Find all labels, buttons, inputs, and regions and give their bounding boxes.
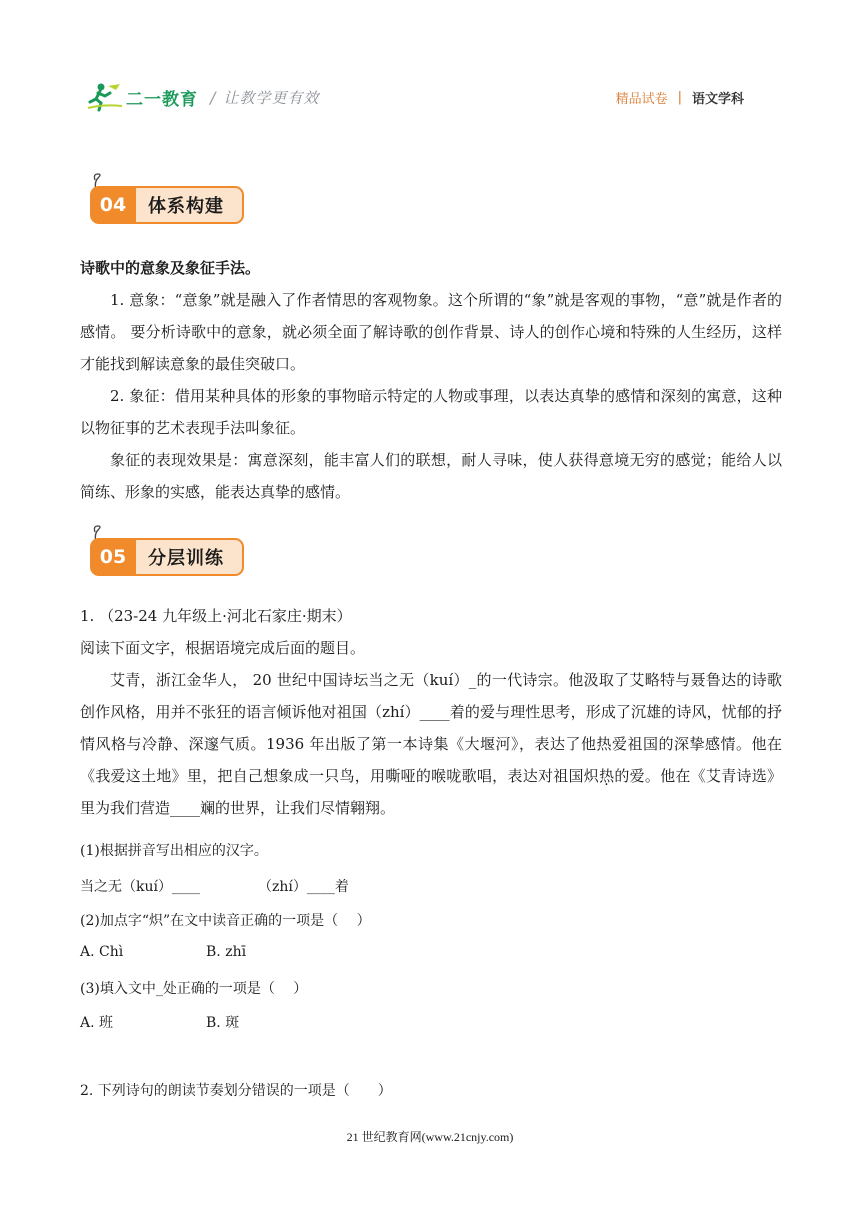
sub2-option-a: A. Chì xyxy=(80,944,124,960)
passage-text-continued: 热的爱。他在《艾青诗选》里为我们营造____斓的世界，让我们尽情翱翔。 xyxy=(80,767,782,817)
theory-paragraph-2: 2. 象征：借用某种具体的形象的事物暗示特定的人物或事理，以表达真挚的感情和深刻的寓意，这种以物征事的艺术表现手法叫象征。 xyxy=(80,387,782,437)
brand-name: 二一教育 xyxy=(126,89,198,110)
question-source: 1. （23-24 九年级上·河北石家庄·期末） xyxy=(80,607,352,625)
sub-question-1: (1)根据拼音写出相应的汉字。 xyxy=(80,843,268,859)
theory-heading: 诗歌中的意象及象征手法。 xyxy=(80,259,261,277)
tag-premium: 精品试卷 xyxy=(615,92,668,107)
question-2: 2. 下列诗句的朗读节奏划分错误的一项是（ ） xyxy=(80,1083,392,1099)
header-tags xyxy=(616,88,744,107)
theory-paragraph-3: 象征的表现效果是：寓意深刻，能丰富人们的联想，耐人寻味，使人获得意境无穷的感觉；能给人以简练、形象的实感，能表达真挚的感情。 xyxy=(80,451,782,501)
section-header-05 xyxy=(86,524,256,584)
sub2-option-b: B. zhī xyxy=(206,944,247,960)
section-title: 分层训练 xyxy=(136,538,244,576)
brand-logo xyxy=(86,82,319,112)
page-header xyxy=(86,78,744,118)
sub3-option-a: A. 班 xyxy=(80,1015,114,1031)
theory-block xyxy=(80,252,782,508)
section-header-04 xyxy=(86,172,256,232)
sub-question-2: (2)加点字“炽”在文中读音正确的一项是（ ） xyxy=(80,913,371,929)
question-passage xyxy=(80,664,782,824)
divider-slash: / xyxy=(210,87,216,107)
passage-text: 艾青，浙江金华人， 20 世纪中国诗坛当之无（kuí）_的一代诗宗。他汲取了艾略特与聂鲁达的诗歌创作风格，用并不张狂的语言倾诉他对祖国（zhí）____着的爱与理性思考，形成了沉雄的诗风，忧郁的抒情风格与冷静、深邃气质。1936 年出版了第一本诗集《大堰河》，表达了他热爱祖国的深挚感情。他在《我爱这土地》里，把自己想象成一只鸟，用嘶哑的喉咙歌唱，表达对祖国 xyxy=(80,671,782,785)
sub1-option-b: （zhí）____着 xyxy=(258,879,349,895)
question-1 xyxy=(80,600,782,824)
section-badge xyxy=(90,538,244,576)
section-number: 04 xyxy=(90,186,136,224)
tag-subject: 语文学科 xyxy=(691,92,744,107)
brand-slogan: 让教学更有效 xyxy=(223,88,320,107)
sub1-option-a: 当之无（kuí）____ xyxy=(80,879,200,895)
sub-question-3: (3)填入文中_处正确的一项是（ ） xyxy=(80,981,308,997)
question-instruction: 阅读下面文字，根据语境完成后面的题目。 xyxy=(80,639,366,657)
section-title: 体系构建 xyxy=(136,186,244,224)
runner-logo-icon xyxy=(86,82,124,112)
dotted-character: 炽 xyxy=(583,767,600,785)
section-badge xyxy=(90,186,244,224)
tag-separator: | xyxy=(677,90,682,105)
sub3-option-b: B. 斑 xyxy=(206,1015,240,1031)
page-footer: 21 世纪教育网(www.21cnjy.com) xyxy=(346,1130,514,1144)
section-number: 05 xyxy=(90,538,136,576)
theory-paragraph-1: 1. 意象：“意象”就是融入了作者情思的客观物象。这个所谓的“象”就是客观的事物，“意”就是作者的感情。 要分析诗歌中的意象，就必须全面了解诗歌的创作背景、诗人的创作心境和特殊的人生经历，这样才能找到解读意象的最佳突破口。 xyxy=(80,291,782,373)
